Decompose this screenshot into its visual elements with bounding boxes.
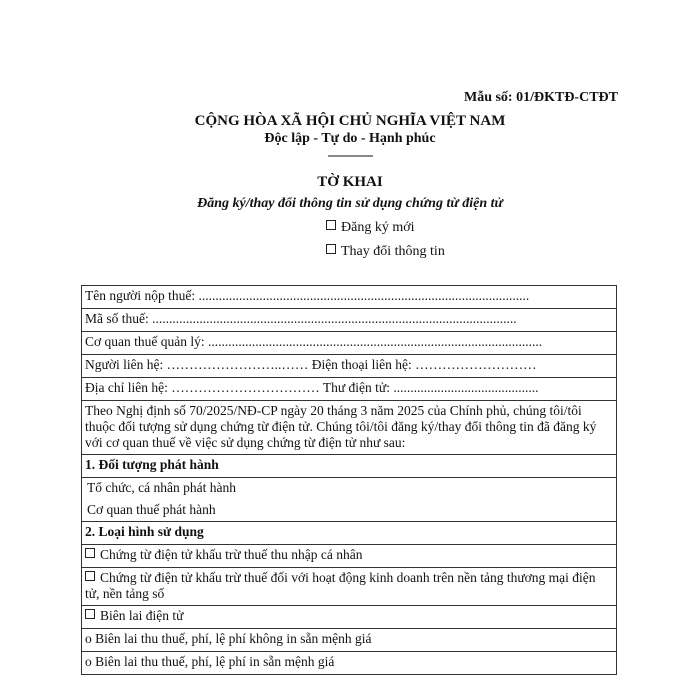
intro-paragraph: Theo Nghị định số 70/2025/NĐ-CP ngày 20 tháng 3 năm 2025 của Chính phủ, chúng tôi/tôi thuộc đối tượng sử dụng chứng từ điện tử. Chúng tôi/tôi đăng ký/thay đổi thông tin đã đăng ký với cơ quan thuế về việc sử dụng chứng từ điện tử như sau: <box>82 401 617 455</box>
header-divider: --------------- <box>327 148 373 162</box>
national-title: CỘNG HÒA XÃ HỘI CHỦ NGHĨA VIỆT NAM <box>194 113 506 129</box>
issuer-options <box>82 478 617 522</box>
receipt-no-denomination[interactable] <box>82 629 617 652</box>
form-code: Mẫu số: 01/ĐKTĐ-CTĐT <box>463 90 618 105</box>
usage-label: Biên lai điện tử <box>100 608 184 623</box>
receipt-with-denomination[interactable] <box>82 652 617 675</box>
option-change-info[interactable] <box>326 244 445 260</box>
address-field[interactable]: Địa chỉ liên hệ: …………………………… Thư điện tử: ........................................... <box>82 378 617 401</box>
document-title: TỜ KHAI <box>317 174 383 190</box>
usage-label: Chứng từ điện tử khấu trừ thuế thu nhập cá nhân <box>100 547 363 562</box>
tax-office-field[interactable]: Cơ quan thuế quản lý: ................................................................................................... <box>82 332 617 355</box>
option-label: Thay đổi thông tin <box>341 244 445 259</box>
usage-ecommerce-withholding[interactable] <box>82 568 617 606</box>
tax-code-field[interactable]: Mã số thuế: ............................................................................................................ <box>82 309 617 332</box>
document-subtitle: Đăng ký/thay đổi thông tin sử dụng chứng từ điện tử <box>197 196 503 211</box>
receipt-label: Biên lai thu thuế, phí, lệ phí không in sẵn mệnh giá <box>95 631 372 646</box>
radio-icon[interactable]: o <box>85 631 96 646</box>
usage-pit-withholding[interactable] <box>82 545 617 568</box>
contact-person-field[interactable]: Người liên hệ: ……………………..…… Điện thoại liên hệ: ……………………… <box>82 355 617 378</box>
usage-e-receipt[interactable] <box>82 606 617 629</box>
checkbox-icon[interactable] <box>85 609 95 619</box>
taxpayer-name-field[interactable]: Tên người nộp thuế: .................................................................................................. <box>82 286 617 309</box>
checkbox-icon[interactable] <box>326 244 336 254</box>
option-label: Đăng ký mới <box>341 220 415 235</box>
section-1-title: 1. Đối tượng phát hành <box>82 455 617 478</box>
registration-form-table <box>81 285 617 675</box>
radio-icon[interactable]: o <box>85 654 96 669</box>
receipt-label: Biên lai thu thuế, phí, lệ phí in sẵn mệnh giá <box>95 654 335 669</box>
issuer-option-tax-office[interactable]: Cơ quan thuế phát hành <box>87 502 216 517</box>
checkbox-icon[interactable] <box>85 548 95 558</box>
checkbox-icon[interactable] <box>85 571 95 581</box>
checkbox-icon[interactable] <box>326 220 336 230</box>
usage-label: Chứng từ điện tử khấu trừ thuế đối với hoạt động kinh doanh trên nền tảng thương mại điện tử, nền tảng số <box>85 570 596 601</box>
section-2-title: 2. Loại hình sử dụng <box>82 522 617 545</box>
option-new-registration[interactable] <box>326 220 415 236</box>
national-motto: Độc lập - Tự do - Hạnh phúc <box>264 131 436 146</box>
issuer-option-organization[interactable]: Tổ chức, cá nhân phát hành <box>87 480 237 495</box>
